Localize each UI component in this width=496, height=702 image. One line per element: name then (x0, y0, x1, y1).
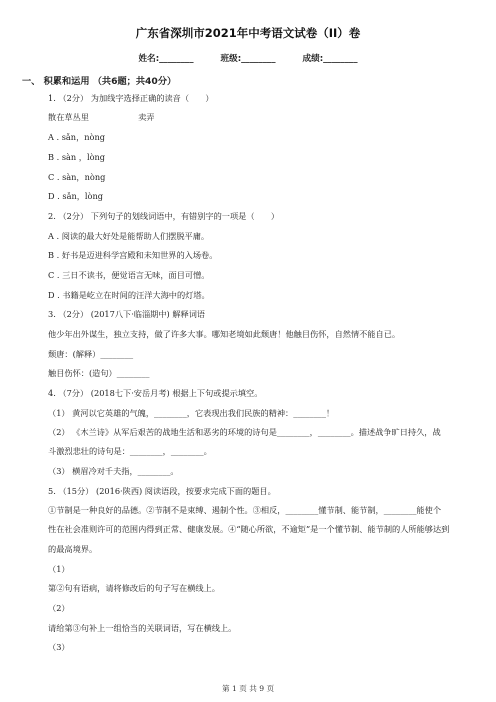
score-field-label: 成绩:________ (302, 54, 358, 64)
section-heading: 一、 积累和运用 （共6题；共40分） (22, 76, 177, 87)
question-4-part-1: （1） 黄河以它英雄的气魄，________，它表现出我们民族的精神：________！ (48, 408, 335, 418)
question-2-stem: 2. （2分） 下列句子的划线词语中，有错别字的一项是（ ） (48, 211, 280, 221)
question-1-words: 散在草丛里 卖弄 (48, 112, 155, 122)
question-5-passage-1: ①节制是一种良好的品德。②节制不是束缚、遏制个性。③相反，________懂节制、能节制，________能使个 (48, 505, 442, 515)
question-4-part-2-cont: 斗激烈悲壮的诗句是：________，________。 (48, 446, 212, 456)
question-5-stem: 5. （15分） (2016·陕西) 阅读语段，按要求完成下面的题目。 (48, 486, 276, 496)
question-3-passage: 他少年出外谋生，独立支持，做了许多大事。哪知老境如此颓唐！他触目伤怀，自然情不能自已。 (48, 329, 401, 339)
question-4-part-2: （2） 《木兰诗》从军后艰苦的战地生活和恶劣的环境的诗句是________，________。描述战争旷日持久，战 (48, 427, 441, 437)
question-5-passage-2: 性在社会准则许可的范围内得到正常、健康发展。④“随心所欲，不逾矩”是一个懂节制、能节制的人所能够达到 (48, 524, 450, 534)
question-5-passage-3: 的最高境界。 (48, 544, 98, 554)
question-5-part-2-label: （2） (48, 603, 70, 613)
question-3-item-2: 触目伤怀：(造句）________ (48, 368, 150, 378)
question-3-item-1: 颓唐：(解释）________ (48, 349, 134, 359)
question-3-stem: 3. （2分） (2017八下·临淄期中) 解释词语 (48, 309, 206, 319)
question-1-option-b: B . sàn ，lòng (48, 152, 106, 162)
question-2-option-b: B . 好书是迈进科学宫殿和未知世界的入场卷。 (48, 250, 218, 260)
question-2-option-a: A . 阅读的最大好处是能帮助人们摆脱平庸。 (48, 231, 210, 241)
question-1-option-a: A . sǎn，nòng (48, 132, 105, 142)
page-title: 广东省深圳市2021年中考语文试卷（II）卷 (135, 26, 361, 40)
page-footer: 第 1 页 共 9 页 (221, 684, 275, 693)
question-1-option-c: C . sàn，nòng (48, 172, 106, 182)
name-field-label: 姓名:________ (138, 54, 194, 64)
question-4-stem: 4. （7分） (2018七下·安岳月考) 根据上下句或提示填空。 (48, 388, 263, 398)
question-1-option-d: D . sǎn，lòng (48, 191, 103, 201)
question-5-part-1-label: （1） (48, 564, 70, 574)
question-5-part-2-text: 请给第③句补上一组恰当的关联词语，写在横线上。 (48, 623, 237, 633)
question-2-option-c: C . 三日不读书，便觉语言无味，面目可憎。 (48, 270, 210, 280)
question-5-part-3-label: （3） (48, 642, 70, 652)
question-2-option-d: D . 书籍是屹立在时间的汪洋大海中的灯塔。 (48, 290, 210, 300)
class-field-label: 班级:________ (220, 54, 276, 64)
question-5-part-1-text: 第②句有语病，请将修改后的句子写在横线上。 (48, 583, 220, 593)
question-1-stem: 1. （2分） 为加线字选择正确的读音（ ） (48, 93, 214, 103)
question-4-part-3: （3） 横眉冷对千夫指，________。 (48, 466, 179, 476)
student-info-line (0, 52, 496, 64)
